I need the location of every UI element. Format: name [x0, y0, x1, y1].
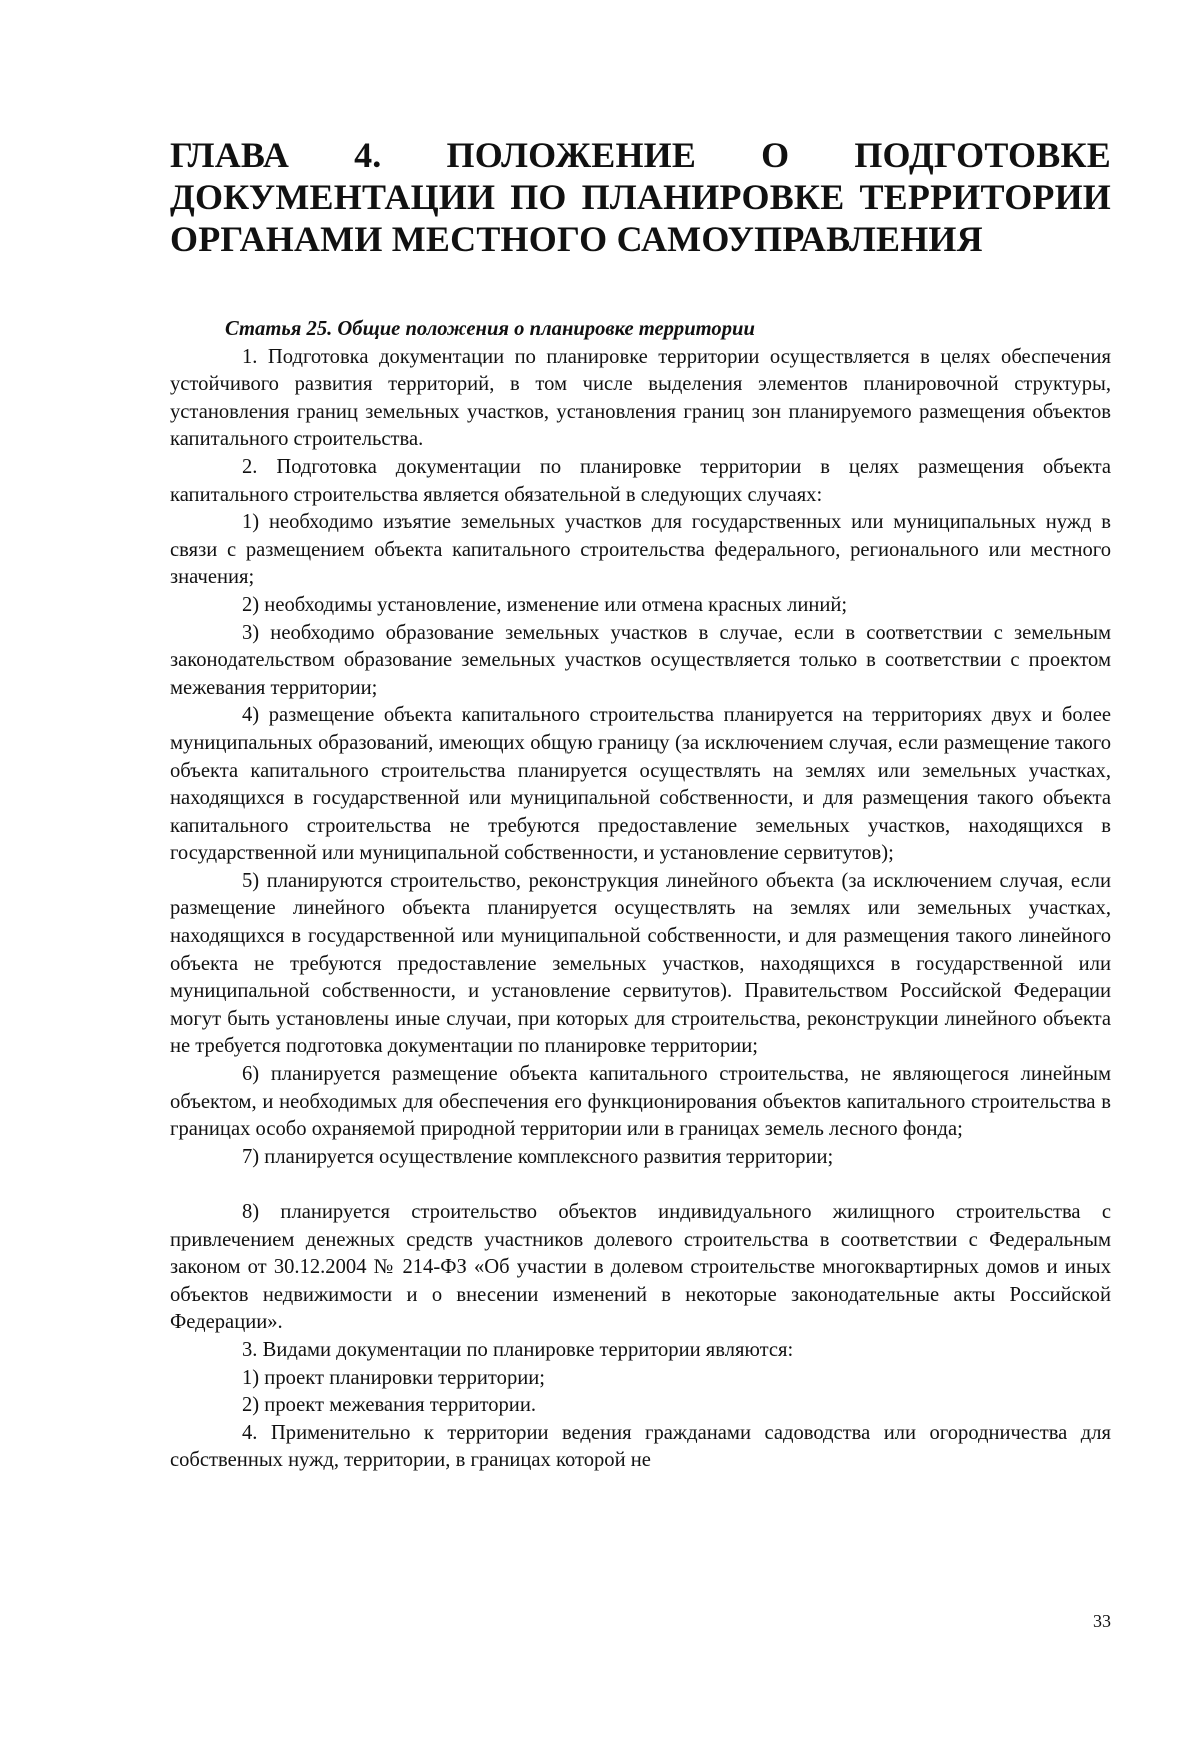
list-item: 3) необходимо образование земельных участков в случае, если в соответствии с земельным законодательством образование земельных участков осуществляется только в соответствии с проектом межевания территории;	[170, 621, 1111, 699]
list-item: 7) планируется осуществление комплексного развития территории;	[242, 1145, 834, 1168]
chapter-title-line-1: ГЛАВА 4. ПОЛОЖЕНИЕ О ПОДГОТОВКЕ	[170, 135, 1111, 176]
list-item: 2) необходимы установление, изменение или отмена красных линий;	[242, 593, 848, 616]
list-item: 1) необходимо изъятие земельных участков для государственных или муниципальных нужд в связи с размещением объекта капитального строительства федерального, регионального или местного значения;	[170, 511, 1111, 589]
paragraph: 3. Видами документации по планировке территории являются:	[242, 1338, 794, 1361]
chapter-title-line-2: ДОКУМЕНТАЦИИ ПО ПЛАНИРОВКЕ ТЕРРИТОРИИ	[170, 177, 1111, 218]
paragraph: 1. Подготовка документации по планировке территории осуществляется в целях обеспечения устойчивого развития территорий, в том числе выделения элементов планировочной структуры, установления границ земельных участков, установления границ зон планируемого размещения объектов капитального строительства.	[170, 345, 1111, 451]
chapter-title-line-3: ОРГАНАМИ МЕСТНОГО САМОУПРАВЛЕНИЯ	[170, 219, 983, 260]
list-item: 6) планируется размещение объекта капитального строительства, не являющегося линейным объектом, и необходимых для обеспечения его функционирования объектов капитального строительства в границах особо охраняемой природной территории или в границах земель лесного фонда;	[170, 1063, 1111, 1141]
paragraph: 2. Подготовка документации по планировке территории в целях размещения объекта капитального строительства является обязательной в следующих случаях:	[170, 455, 1111, 506]
list-item: 4) размещение объекта капитального строительства планируется на территориях двух и более муниципальных образований, имеющих общую границу (за исключением случая, если размещение такого объекта капитального строительства планируется осуществлять на землях или земельных участках, находящихся в государственной или муниципальной собственности, и для размещения такого объекта капитального строительства не требуются предоставление земельных участков, находящихся в государственной или муниципальной собственности, и установление сервитутов);	[170, 704, 1111, 865]
article-body	[170, 316, 1111, 1475]
paragraph: 4. Применительно к территории ведения гражданами садоводства или огородничества для собственных нужд, территории, в границах которой не	[170, 1421, 1111, 1472]
list-item: 1) проект планировки территории;	[242, 1366, 546, 1389]
article-heading: Статья 25. Общие положения о планировке территории	[225, 318, 755, 340]
list-item: 5) планируются строительство, реконструкция линейного объекта (за исключением случая, если размещение линейного объекта планируется осуществлять на землях или земельных участках, находящихся в государственной или муниципальной собственности, и для размещения такого линейного объекта не требуются предоставление земельных участков, находящихся в государственной или муниципальной собственности, и установление сервитутов). Правительством Российской Федерации могут быть установлены иные случаи, при которых для строительства, реконструкции линейного объекта не требуется подготовка документации по планировке территории;	[170, 869, 1111, 1058]
list-item: 2) проект межевания территории.	[242, 1394, 536, 1417]
blank-line	[170, 1171, 1111, 1199]
page-number: 33	[1093, 1611, 1111, 1631]
list-item: 8) планируется строительство объектов индивидуального жилищного строительства с привлечением денежных средств участников долевого строительства в соответствии с Федеральным законом от 30.12.2004 № 214-ФЗ «Об участии в долевом строительстве многоквартирных домов и иных объектов недвижимости и о внесении изменений в некоторые законодательные акты Российской Федерации».	[170, 1201, 1111, 1334]
chapter-title	[170, 134, 1111, 260]
